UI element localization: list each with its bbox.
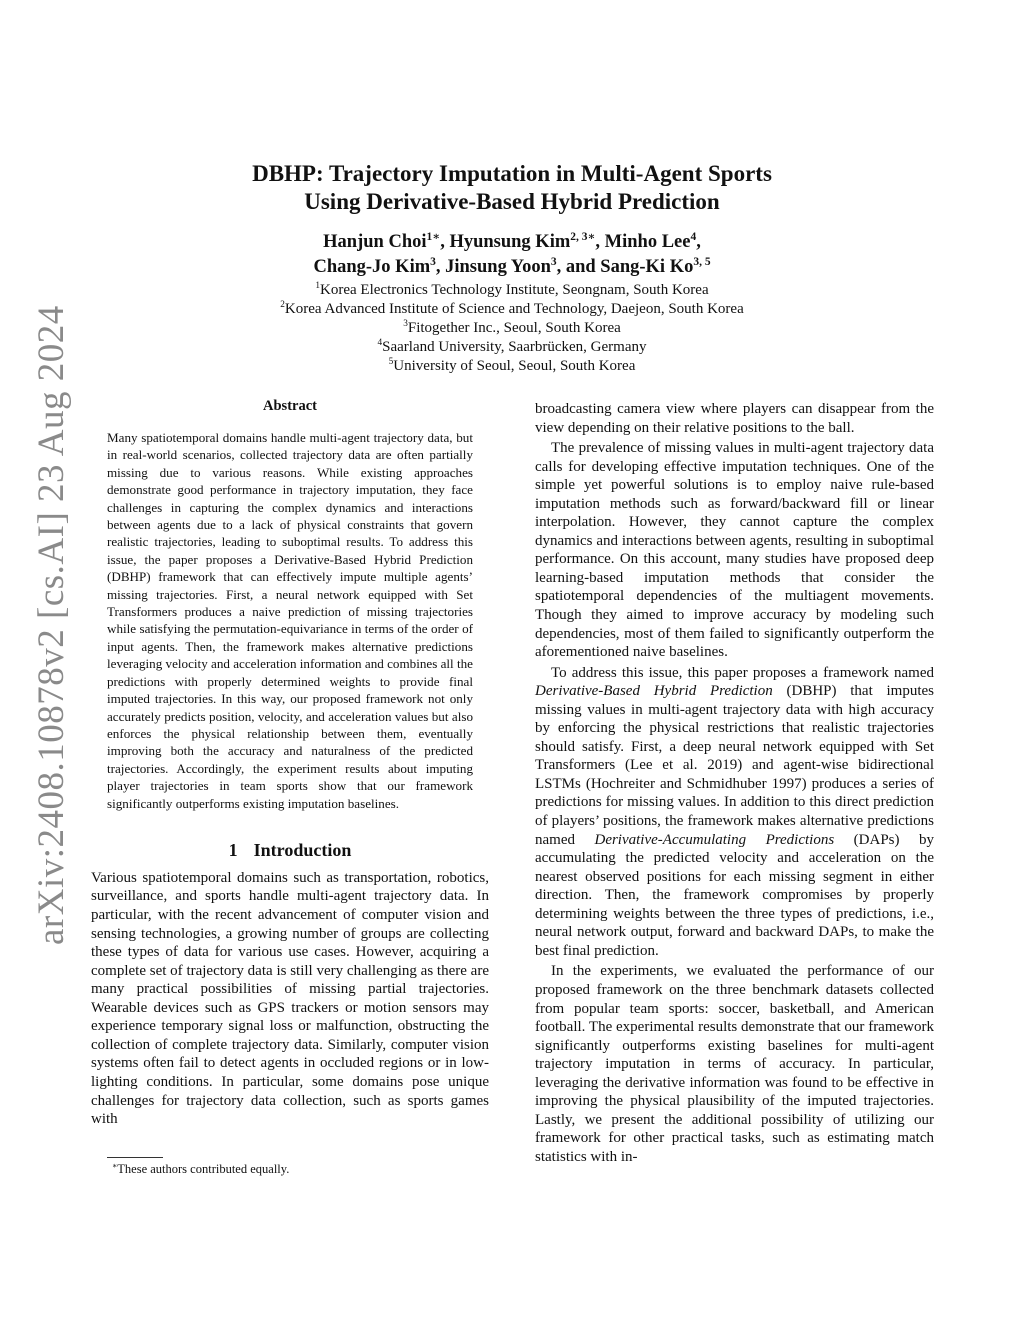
paper-title (120, 160, 904, 216)
title-line-1: DBHP: Trajectory Imputation in Multi-Agent Sports (252, 161, 772, 186)
intro-paragraph: Various spatiotemporal domains such as transportation, robotics, surveillance, and sports handle multi-agent trajectory data. In particular, with the recent advancement of computer vision and sensing technologies, a growing number of groups are collecting these types of data for various use cases. However, acquiring a complete set of trajectory data is still very challenging as there are many practical possibilities of missing partial trajectories. Wearable devices such as GPS trackers or motion sensors may experience temporary signal loss or malfunction, obstructing the collection of complete trajectory data. Similarly, computer vision systems often fail to detect agents in occluded regions or in low-lighting conditions. In particular, some domains pose unique challenges for trajectory data collection, such as sports games with (91, 869, 489, 1128)
abstract-text: Many spatiotemporal domains handle multi-agent trajectory data, but in real-world scenarios, collected trajectory data are often partially missing due to various reasons. While existing approaches demonstrate good performance in trajectory imputation, they face challenges in capturing the complex dynamics and interactions between agents due to a lack of physical constraints that govern realistic trajectories, leading to suboptimal results. To address this issue, the paper proposes a Derivative-Based Hybrid Prediction (DBHP) framework that can effectively impute multiple agents’ missing trajectories. First, a neural network equipped with Set Transformers produces a naive prediction of missing trajectories while satisfying the permutation-equivariance in terms of the order of input agents. Then, the framework makes alternative predictions leveraging velocity and acceleration information and combines all the predictions with properly determined weights to provide final imputed trajectories. In this way, our proposed framework not only accurately predicts position, velocity, and acceleration values but also enforces the physical relationship between them, eventually improving both the accuracy and naturalness of the predicted trajectories. Accordingly, the experiment results about imputing player trajectories in team sports show that our framework significantly outperforms existing imputation baselines. (107, 430, 473, 811)
affiliation-sup: 4 (377, 338, 383, 348)
affiliation (120, 338, 904, 357)
right-column (535, 400, 934, 1166)
affiliation-sup: 1 (315, 281, 321, 291)
author-name: Minho Lee (604, 232, 691, 252)
author-sup: 1∗ (426, 230, 441, 243)
author-line-2: Chang-Jo Kim$^3$, Jinsung Yoon$^3$, and Sang-Ki Ko$^{3, 5}$ (313, 255, 711, 277)
affiliation (120, 281, 904, 300)
affiliation-text: University of Seoul, Seoul, South Korea (393, 358, 636, 374)
emphasis-term: Derivative-Based Hybrid Prediction (535, 683, 773, 700)
author-sup: 4 (690, 230, 697, 243)
author-sup: 2, 3∗ (570, 230, 596, 243)
author-sup: 3, 5 (693, 255, 711, 268)
text-run: To address this issue, this paper proposes a framework named (551, 664, 934, 681)
affiliation (120, 300, 904, 319)
affiliation-sup: 5 (388, 357, 394, 367)
affiliation-sup: 3 (403, 319, 408, 329)
author-sup: 3 (550, 255, 557, 268)
footnote (112, 1162, 289, 1177)
intro-paragraph (535, 664, 934, 961)
text-run: (DBHP) that imputes missing values in multi-agent trajectory data with high accuracy by enforcing the physical restrictions that realistic trajectories should satisfy. First, a deep neural network equipped with Set Transformers (Lee et al. 2019) and agent-wise bidirectional LSTMs (Hochreiter and Schmidhuber 1997) produces a series of predictions for missing values. In addition to this direct prediction of players’ positions, the framework makes alternative predictions named (535, 683, 934, 848)
affiliation-text: Saarland University, Saarbrücken, Germany (382, 339, 647, 355)
section-number: 1 (228, 839, 238, 860)
affiliation-text: Korea Advanced Institute of Science and Technology, Daejeon, South Korea (284, 301, 744, 317)
affiliation (120, 357, 904, 376)
author-sup: 3 (430, 255, 436, 268)
title-line-2: Using Derivative-Based Hybrid Prediction (304, 189, 720, 214)
section-title: Introduction (253, 839, 352, 860)
emphasis-term: Derivative-Accumulating Predictions (594, 831, 835, 848)
affiliation-text: Fitogether Inc., Seoul, South Korea (407, 320, 621, 336)
intro-paragraph: In the experiments, we evaluated the performance of our proposed framework on the three benchmark datasets collected from popular team sports: soccer, basketball, and American football. The experimental results demonstrate that our framework significantly outperforms existing baselines for multi-agent trajectory imputation in terms of accuracy. In particular, leveraging the derivative information was found to be effective in improving the physical plausibility of the imputed trajectories. Lastly, we present the additional possibility of utilizing our framework for other practical tasks, such as estimating match statistics with in- (535, 963, 934, 1165)
text-run: (DAPs) by accumulating the predicted velocity and acceleration on the nearest observed positions for each missing segment in either direction. Then, the framework compromises by properly determining weights between the three types of predictions, i.e., neural network output, forward and backward DAPs, to make the best final prediction. (535, 831, 934, 959)
author-name: Chang-Jo Kim (313, 257, 431, 277)
footnote-marker: ∗ (112, 1160, 118, 1170)
author-line-1: Hanjun Choi$^{1∗}$, Hyunsung Kim$^{2, 3∗}$, Minho Lee$^4$, (323, 230, 701, 252)
author-name: Jinsung Yoon (445, 257, 551, 277)
affiliation-text: Korea Electronics Technology Institute, Seongnam, South Korea (320, 282, 709, 298)
left-column (91, 398, 489, 1129)
affiliation (120, 319, 904, 338)
affiliation-sup: 2 (280, 300, 285, 310)
abstract-heading: Abstract (263, 398, 317, 414)
affiliation-list (120, 281, 904, 376)
footnote-divider (107, 1157, 163, 1158)
intro-paragraph: The prevalence of missing values in multi-agent trajectory data calls for developing effective imputation techniques. One of the simple yet powerful solutions is to employ naive rule-based imputation methods such as forward/backward fill or linear interpolation. However, they cannot capture the complex dynamics and interactions between agents, resulting in suboptimal performance. On this account, many studies have proposed deep learning-based imputation methods that consider the spatiotemporal dependencies of the multiagent movements. Though they aimed to improve accuracy by modeling such dependencies, most of them failed to significantly outperform the aforementioned naive baselines. (535, 440, 934, 661)
author-name: Sang-Ki Ko (600, 257, 694, 277)
footnote-text: These authors contributed equally. (117, 1162, 290, 1176)
arxiv-identifier: arXiv:2408.10878v2 [cs.AI] 23 Aug 2024 (31, 305, 72, 945)
author-list (120, 230, 904, 280)
section-heading (91, 840, 489, 861)
author-name: Hyunsung Kim (449, 232, 571, 252)
intro-paragraph-continued: broadcasting camera view where players can disappear from the view depending on their relative positions to the ball. (535, 401, 934, 436)
author-name: Hanjun Choi (323, 232, 427, 252)
